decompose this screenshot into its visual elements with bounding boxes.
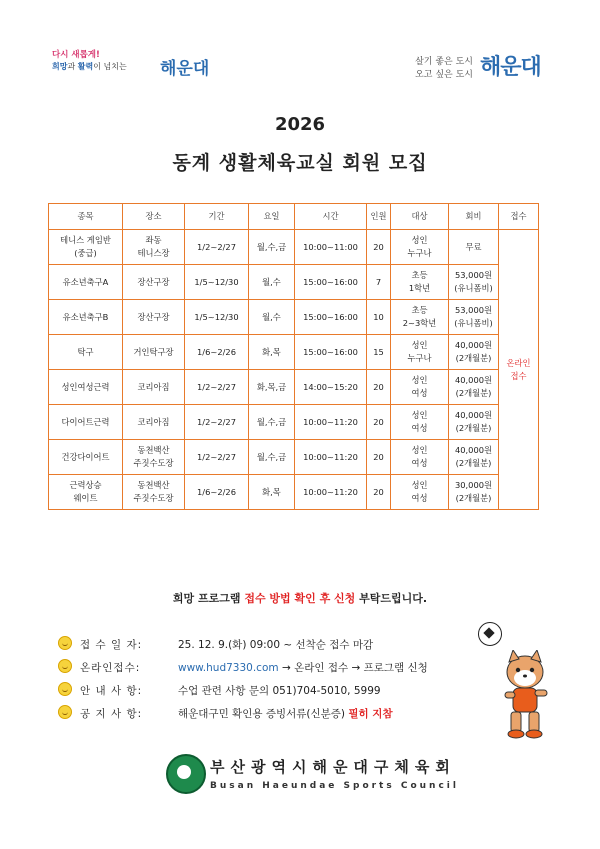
cell-capacity: 20 [367,405,391,440]
cell-period: 1/2~2/27 [185,405,249,440]
cell-time: 10:00~11:20 [295,475,367,510]
soccer-ball-icon [478,622,502,646]
table-header-row [49,204,539,230]
cell-capacity: 20 [367,440,391,475]
cell-period: 1/2~2/27 [185,440,249,475]
cell-time: 14:00~15:20 [295,370,367,405]
cell-sport: 성인여성근력 [49,370,123,405]
cell-fee: 53,000원 (유니폼비) [449,265,499,300]
column-header: 인원 [367,204,391,230]
cell-period: 1/6~2/26 [185,335,249,370]
cell-days: 월,수 [249,265,295,300]
cell-days: 화,목 [249,475,295,510]
column-header: 회비 [449,204,499,230]
table-row [49,370,539,405]
apply-notice: 희망 프로그램 접수 방법 확인 후 신청 부탁드립니다. [172,592,428,605]
column-header: 접수 [499,204,539,230]
cell-place: 장산구장 [123,265,185,300]
cell-place: 동천백산 주짓수도장 [123,440,185,475]
cell-capacity: 20 [367,370,391,405]
brand-haeundae-left: 해운대 [160,59,210,79]
cell-sport: 근력상승 웨이트 [49,475,123,510]
smiley-icon [58,636,72,650]
smiley-icon [58,682,72,696]
cell-target: 성인 여성 [391,440,449,475]
cell-days: 월,수 [249,300,295,335]
cell-sport: 유소년축구A [49,265,123,300]
fox-mascot-icon [497,650,553,740]
column-header: 대상 [391,204,449,230]
cell-time: 15:00~16:00 [295,265,367,300]
table-row [49,335,539,370]
table-row [49,440,539,475]
column-header: 기간 [185,204,249,230]
right-slogan-line-2: 오고 싶은 도시 [415,70,473,80]
cell-period: 1/6~2/26 [185,475,249,510]
cell-target: 성인 누구나 [391,230,449,265]
cell-place: 코리아짐 [123,405,185,440]
cell-time: 15:00~16:00 [295,300,367,335]
cell-time: 10:00~11:20 [295,440,367,475]
table-row [49,265,539,300]
cell-place: 동천백산 주짓수도장 [123,475,185,510]
cell-period: 1/2~2/27 [185,230,249,265]
cell-time: 15:00~16:00 [295,335,367,370]
cell-capacity: 20 [367,475,391,510]
cell-days: 월,수,금 [249,440,295,475]
cell-days: 화,목,금 [249,370,295,405]
column-header: 종목 [49,204,123,230]
column-header: 시간 [295,204,367,230]
cell-sport: 건강다이어트 [49,440,123,475]
slogan-line-2: 희망과 활력이 넘치는 [52,62,127,71]
cell-sport: 유소년축구B [49,300,123,335]
cell-sport: 탁구 [49,335,123,370]
website-link[interactable]: www.hud7330.com [178,662,279,674]
column-header: 요일 [249,204,295,230]
cell-time: 10:00~11:20 [295,405,367,440]
page-title: 동계 생활체육교실 회원 모집 [172,152,428,174]
haeundae-slogan-logo-right [410,48,570,84]
cell-capacity: 7 [367,265,391,300]
cell-period: 1/5~12/30 [185,265,249,300]
cell-fee: 40,000원 (2개월분) [449,440,499,475]
registration-method: 온라인 접수 [499,230,539,510]
cell-days: 월,수,금 [249,230,295,265]
cell-fee: 무료 [449,230,499,265]
column-header: 장소 [123,204,185,230]
right-slogan-line-1: 살기 좋은 도시 [415,57,473,67]
slogan-line-1: 다시 새롭게! [52,50,100,60]
table-row [49,230,539,265]
cell-sport: 테니스 게임반 (중급) [49,230,123,265]
cell-target: 성인 누구나 [391,335,449,370]
info-online: 온라인접수: www.hud7330.com → 온라인 접수 → 프로그램 신청 [58,659,428,675]
table-row [49,405,539,440]
cell-target: 초등 1학년 [391,265,449,300]
program-table [48,203,539,510]
cell-sport: 다이어트근력 [49,405,123,440]
info-date: 접 수 일 자: 25. 12. 9.(화) 09:00 ~ 선착순 접수 마감 [58,636,373,652]
sports-council-emblem-icon [166,754,206,794]
haeundae-slogan-logo-left [50,48,210,82]
table-row [49,475,539,510]
cell-target: 성인 여성 [391,370,449,405]
org-name-korean: 부산광역시해운대구체육회 [210,758,456,776]
cell-capacity: 20 [367,230,391,265]
cell-target: 초등 2~3학년 [391,300,449,335]
cell-fee: 53,000원 (유니폼비) [449,300,499,335]
cell-target: 성인 여성 [391,405,449,440]
smiley-icon [58,705,72,719]
info-guide: 안 내 사 항: 수업 관련 사항 문의 051)704-5010, 5999 [58,682,381,698]
cell-capacity: 10 [367,300,391,335]
cell-target: 성인 여성 [391,475,449,510]
cell-capacity: 15 [367,335,391,370]
cell-fee: 40,000원 (2개월분) [449,405,499,440]
cell-days: 화,목 [249,335,295,370]
cell-days: 월,수,금 [249,405,295,440]
org-name-english: Busan Haeundae Sports Council [210,781,459,791]
smiley-icon [58,659,72,673]
cell-place: 좌동 테니스장 [123,230,185,265]
cell-place: 거인탁구장 [123,335,185,370]
cell-period: 1/5~12/30 [185,300,249,335]
cell-fee: 40,000원 (2개월분) [449,335,499,370]
info-notice: 공 지 사 항: 해운대구민 확인용 증빙서류(신분증) 필히 지참 [58,705,393,721]
table-row [49,300,539,335]
cell-place: 코리아짐 [123,370,185,405]
brand-haeundae-right: 해운대 [480,55,541,80]
cell-fee: 40,000원 (2개월분) [449,370,499,405]
year-heading: 2026 [274,114,326,135]
cell-fee: 30,000원 (2개월분) [449,475,499,510]
cell-period: 1/2~2/27 [185,370,249,405]
cell-time: 10:00~11:00 [295,230,367,265]
cell-place: 장산구장 [123,300,185,335]
